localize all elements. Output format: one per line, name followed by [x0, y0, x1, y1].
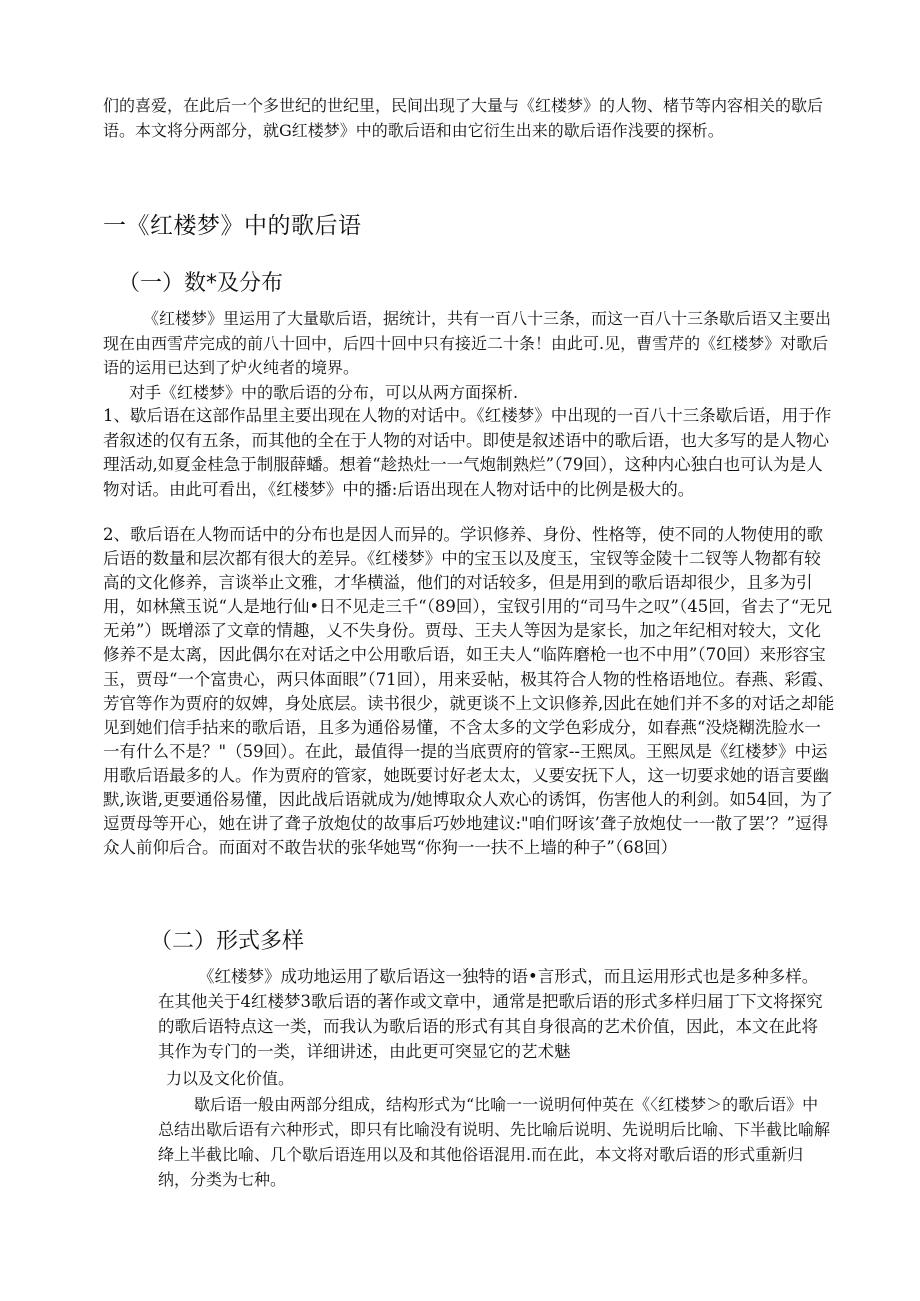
paragraph-forms-c: 歇后语一般由两部分组成，结构形式为“比喻一一说明何仲英在《〈红楼梦＞的歌后语》中总结出歇后语有六种形式，即只有比喻没有说明、先比喻后说明、先说明后比喻、下半截比喻解绛上半截比喻、几个歇后语连用以及和其他俗语混用.而在此，本文将对歌后语的形式重新归纳，分类为七种。	[158, 1095, 831, 1189]
section-1-title: 一《红楼梦》中的歌后语	[103, 213, 362, 239]
paragraph-statistics: 《红楼梦》里运用了大量歇后语，据统计，共有一百八十三条，而这一百八十三条歇后语又主要出现在由西雪芹完成的前八十回中，后四十回中只有接近二十条！由此可.见，曹雪芹的《红楼梦》对歌后语的运用已达到了炉火纯者的境界。	[103, 309, 832, 377]
intro-paragraph: 们的喜爱，在此后一个多世纪的世纪里，民间出现了大量与《红楼梦》的人物、楮节等内容相关的歇后语。本文将分两部分，就G红楼梦》中的歌后语和由它衍生出来的歇后语作浅要的探析。	[103, 96, 824, 140]
paragraph-forms-a: 《红楼梦》成功地运用了歇后语这一独特的语•言形式，而且运用形式也是多种多样。在其他关于4红楼梦3歌后语的著作或文章中，通常是把歌后语的形式多样归届丁下文将探究的歌后语特点这一类，而我认为歌后语的形式有其自身很高的艺术价值，因此，本文在此将其作为专门的一类，详细讲述，由此更可突显它的艺术魅	[158, 967, 823, 1061]
paragraph-point-1: 1、歇后语在这部作品里主要出现在人物的对话中。《红楼梦》中出现的一百八十三条歇后语，用于作者叙述的仅有五条，而其他的全在于人物的对话中。即使是叙述语中的歌后语，也大多写的是人物心理活动,如夏金桂急于制服薛蟠。想着“趁热灶一一气炮制熟烂”（79回），这种内心独白也可认为是人物对话。由此可看出，《红楼梦》中的播:后语出现在人物对话中的比例是极大的。	[103, 406, 832, 499]
subsection-1-title: （一）数*及分布	[118, 271, 284, 296]
paragraph-distribution-intro: 对手《红楼梦》中的歌后语的分布，可以从两方面探析.	[129, 383, 519, 402]
subsection-2-title: （二）形式多样	[150, 929, 305, 954]
paragraph-point-2: 2、歌后语在人物而话中的分布也是因人而异的。学识修养、身份、性格等，使不同的人物使用的歌后语的数量和层次都有很大的差异。《红楼梦》中的宝玉以及度玉，宝钗等金陵十二钗等人物都有较高的文化修养，言谈举止文雅，才华横溢，他们的对话较多，但是用到的歌后语却很少，且多为引用，如林黛玉说“人是地行仙•日不见走三千“（89回），宝钗引用的“司马牛之叹”（45回，省去了“无兄无弟”）既增添了文章的情趣，乂不失身份。贾母、王夫人等因为是家长，加之年纪相对较大，文化修养不是太离，因此偶尔在对话之中公用歌后语，如王夫人“临阵磨枪一也不中用”（70回）来形容宝玉，贾母“一个富贵心，两只体面眼”（71回），用来妥帖，极其符合人物的性格语地位。春燕、彩霞、芳官等作为贾府的奴婢，身处底层。读书很少，就更谈不上文识修养,因此在她们并不多的对话之却能见到她们信手拈来的歌后语，且多为通俗易懂，不含太多的文学色彩成分，如春燕“没烧糊洗脸水一一有什么不是？"（59回）。在此，最值得一提的当底贾府的管家--王熙凤。王熙凤是《红楼梦》中运用歌后语最多的人。作为贾府的管家，她既要讨好老太太，乂要安抚下人，这一切要求她的语言要幽默,诙谐,更要通俗易懂，因此战后语就成为/她博取众人欢心的诱饵，伤害他人的利剑。如54回，为了逗贾母等开心，她在讲了聋子放炮仗的故事后巧妙地建议:"咱们呀该’聋子放炮仗一一散了罢’？”逗得众人前仰后合。而面对不敢告状的张华她骂“你狗一一扶不上墙的种子”（68回）	[103, 525, 835, 858]
paragraph-forms-b: 力以及文化价值。	[166, 1069, 295, 1088]
